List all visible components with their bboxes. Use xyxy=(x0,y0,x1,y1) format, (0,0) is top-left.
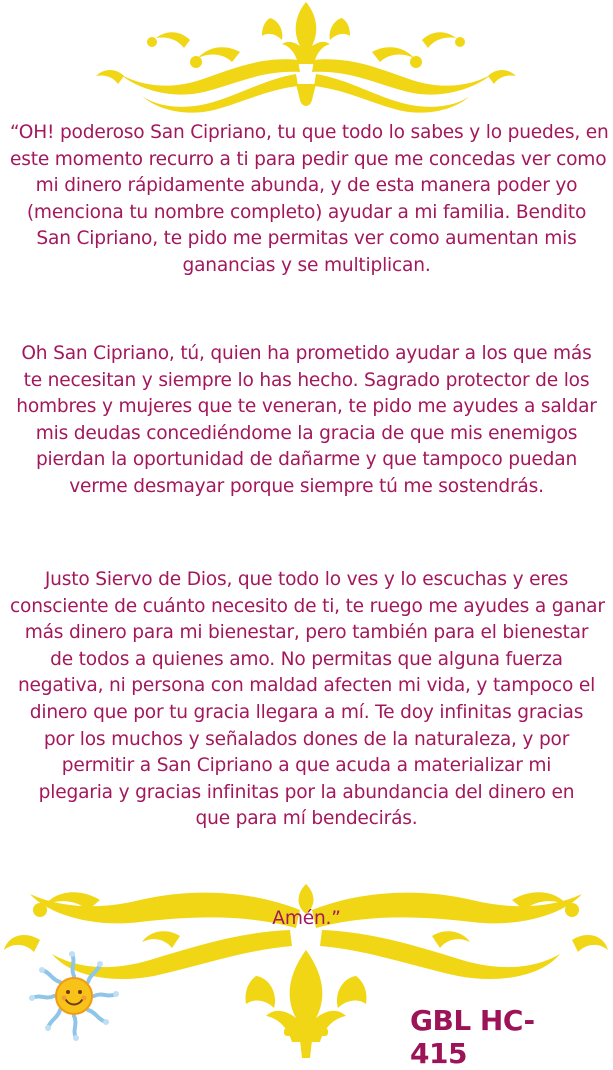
prayer-line: (menciona tu nombre completo) ayudar a mi familia. Bendito xyxy=(26,201,587,223)
prayer-line: Oh San Cipriano, tú, quien ha prometido ayudar a los que más xyxy=(21,343,592,364)
prayer-paragraph-1 xyxy=(10,120,609,280)
prayer-line: permitir a San Cipriano a que acuda a materializar mi xyxy=(61,755,552,777)
top-ornament xyxy=(0,0,613,115)
prayer-line: San Cipriano, te pido me permitas ver como aumentan mis xyxy=(36,228,577,250)
prayer-line: te necesitan y siempre lo has hecho. Sagrado protector de los xyxy=(23,369,590,391)
prayer-line: este momento recurro a ti para pedir que me concedas ver como xyxy=(10,148,607,170)
prayer-closing: Amén.” xyxy=(272,908,341,929)
prayer-line: plegaria y gracias infinitas por la abundancia del dinero en xyxy=(38,781,575,803)
code-label: GBL HC-415 xyxy=(410,1004,535,1070)
prayer-line: mi dinero rápidamente abunda, y de esta manera poder yo xyxy=(35,175,578,197)
prayer-paragraph-3 xyxy=(10,567,603,833)
prayer-line: más dinero para mi bienestar, pero también para el bienestar xyxy=(24,622,589,644)
prayer-line: mis deudas concediéndome la gracia de que mis enemigos xyxy=(35,422,578,444)
prayer-line: consciente de cuánto necesito de ti, te ruego me ayudes a ganar xyxy=(10,595,605,617)
prayer-line: Justo Siervo de Dios, que todo lo ves y lo escuchas y eres xyxy=(44,569,569,590)
prayer-line: de todos a quienes amo. No permitas que alguna fuerza xyxy=(50,648,563,670)
prayer-line: verme desmayar porque siempre tú me sostendrás. xyxy=(69,475,544,497)
prayer-line: “OH! poderoso San Cipriano, tu que todo lo sabes y lo puedes, en xyxy=(10,122,609,143)
prayer-line: negativa, ni persona con maldad afecten mi vida, y tampoco el xyxy=(17,675,596,697)
prayer-paragraph-2 xyxy=(10,341,603,501)
prayer-line: dinero que por tu gracia llegara a mí. Te doy infinitas gracias xyxy=(29,701,584,723)
prayer-line: por los muchos y señalados dones de la naturaleza, y por xyxy=(43,728,570,750)
cartoon-sun-icon xyxy=(28,950,120,1042)
prayer-line: hombres y mujeres que te veneran, te pido me ayudes a saldar xyxy=(16,396,597,418)
prayer-line: que para mí bendecirás. xyxy=(195,808,418,830)
prayer-line: ganancias y se multiplican. xyxy=(182,254,431,276)
prayer-line: pierdan la oportunidad de dañarme y que tampoco puedan xyxy=(35,449,578,471)
